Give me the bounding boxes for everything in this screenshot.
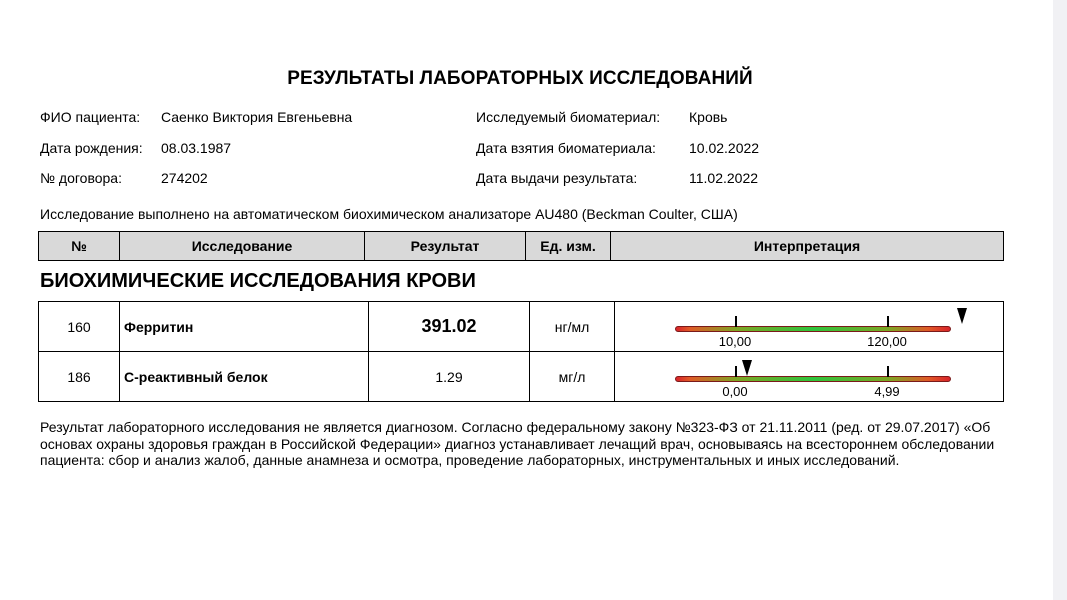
material-label: Исследуемый биоматериал: bbox=[476, 109, 661, 125]
row-num: 186 bbox=[39, 352, 120, 402]
reference-scale bbox=[675, 302, 951, 351]
sample-taken-value: 10.02.2022 bbox=[689, 140, 760, 156]
patient-name-label: ФИО пациента: bbox=[40, 109, 141, 125]
ref-low-tick bbox=[735, 316, 737, 327]
contract-label: № договора: bbox=[40, 170, 122, 186]
row-test-name: С-реактивный белок bbox=[120, 352, 369, 402]
row-test-name: Ферритин bbox=[120, 302, 369, 352]
page-scrollbar[interactable] bbox=[1053, 0, 1067, 600]
section-title: БИОХИМИЧЕСКИЕ ИССЛЕДОВАНИЯ КРОВИ bbox=[40, 270, 476, 292]
table-row bbox=[39, 302, 1004, 352]
analyzer-note: Исследование выполнено на автоматическом биохимическом анализаторе AU480 (Beckman Coulter, США) bbox=[40, 206, 738, 222]
results-table-header bbox=[38, 231, 1004, 261]
header-num: № bbox=[39, 232, 120, 261]
header-test: Исследование bbox=[120, 232, 365, 261]
ref-low-tick bbox=[735, 366, 737, 377]
results-table bbox=[38, 301, 1004, 402]
dob-label: Дата рождения: bbox=[40, 140, 143, 156]
reference-bar bbox=[675, 376, 951, 382]
ref-high-label: 120,00 bbox=[867, 334, 907, 349]
row-num: 160 bbox=[39, 302, 120, 352]
row-unit: мг/л bbox=[530, 352, 615, 402]
ref-high-tick bbox=[887, 316, 889, 327]
header-unit: Ед. изм. bbox=[526, 232, 611, 261]
ref-high-tick bbox=[887, 366, 889, 377]
reference-scale bbox=[675, 352, 951, 401]
contract-value: 274202 bbox=[161, 170, 208, 186]
patient-name-value: Саенко Виктория Евгеньевна bbox=[161, 109, 353, 125]
result-issued-label: Дата выдачи результата: bbox=[476, 170, 638, 186]
material-value: Кровь bbox=[689, 109, 728, 125]
ref-low-label: 0,00 bbox=[722, 384, 748, 399]
sample-taken-label: Дата взятия биоматериала: bbox=[476, 140, 656, 156]
dob-value: 08.03.1987 bbox=[161, 140, 232, 156]
legal-disclaimer: Результат лабораторного исследования не является диагнозом. Согласно федеральному закону №323-ФЗ от 21.11.2011 (ред. от 29.07.2017) «Об основах охраны здоровья граждан в Российской Федерации» диагноз устанавливает лечащий врач, основываясь на всестороннем обследовании пациента: сбор и анализ жалоб, данные анамнеза и осмотра, проведение лабораторных, инструментальных и иных исследований. bbox=[40, 419, 995, 468]
result-marker bbox=[742, 360, 752, 376]
report-title: РЕЗУЛЬТАТЫ ЛАБОРАТОРНЫХ ИССЛЕДОВАНИЙ bbox=[287, 68, 753, 89]
ref-low-label: 10,00 bbox=[718, 334, 752, 349]
row-interpretation bbox=[615, 302, 1004, 352]
row-result-cell bbox=[369, 302, 530, 352]
header-result: Результат bbox=[365, 232, 526, 261]
reference-bar bbox=[675, 326, 951, 332]
result-marker bbox=[957, 308, 967, 324]
ref-high-label: 4,99 bbox=[874, 384, 900, 399]
row-interpretation bbox=[615, 352, 1004, 402]
result-issued-value: 11.02.2022 bbox=[689, 170, 759, 186]
row-unit: нг/мл bbox=[530, 302, 615, 352]
table-row bbox=[39, 352, 1004, 402]
row-result: 391.02 bbox=[421, 316, 477, 336]
row-result: 1.29 bbox=[369, 352, 530, 402]
header-interpretation: Интерпретация bbox=[611, 232, 1004, 261]
